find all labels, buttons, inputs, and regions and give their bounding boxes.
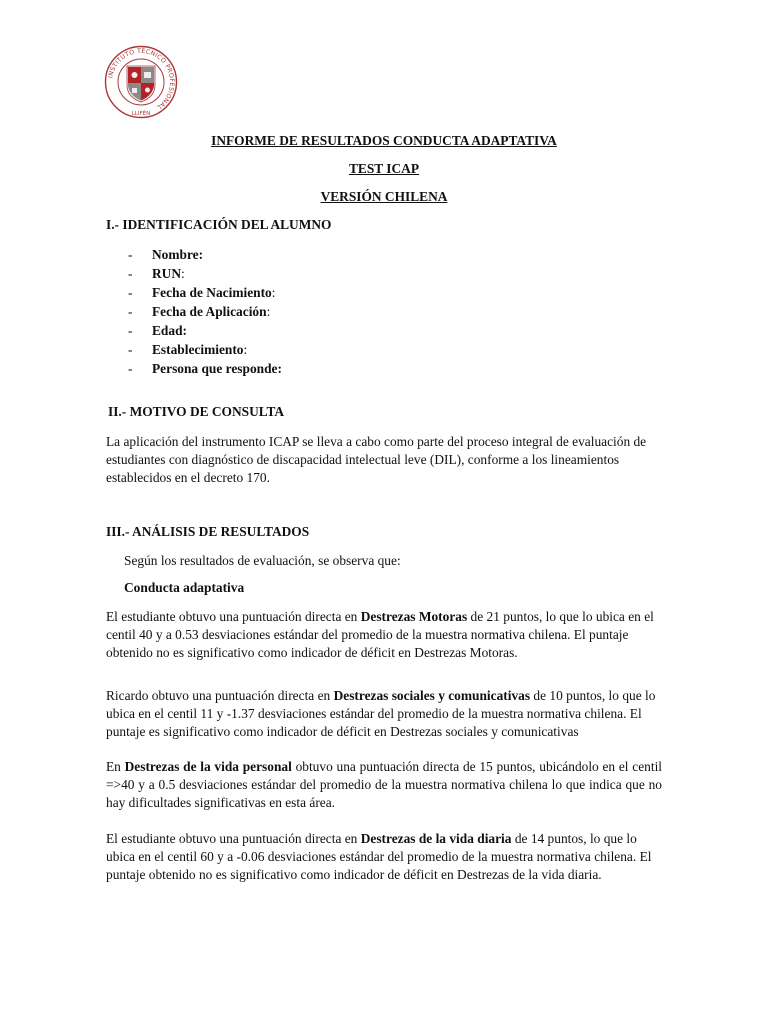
institution-seal-logo <box>104 45 178 119</box>
student-identification-list <box>128 245 282 378</box>
section-results-heading: III.- ANÁLISIS DE RESULTADOS <box>106 524 310 539</box>
list-item: - RUN: <box>128 266 185 281</box>
result-paragraph-social: Ricardo obtuvo una puntuación directa en Destrezas sociales y comunicativas de 10 puntos, lo que lo ubica en el centil 11 y -1.37 desviaciones estándar del promedio de la muestra normativa chilena. El puntaje es significativo como indicador de déficit en Destrezas sociales y comunicativas <box>106 688 656 740</box>
result-paragraph-daily: El estudiante obtuvo una puntuación directa en Destrezas de la vida diaria de 14 puntos, lo que lo ubica en el centil 60 y a -0.06 desviaciones estándar del promedio de la muestra normativa chilena. El puntaje obtenido no es significativo como indicador de déficit en Destrezas de la vida diaria. <box>106 831 652 883</box>
result-paragraph-personal: En Destrezas de la vida personal obtuvo una puntuación directa de 15 puntos, ubicándolo en el centil =>40 y a 0.5 desviaciones estándar del promedio de la muestra normativa chilena lo que indica que no hay dificultades significativas en esta área. <box>106 759 663 811</box>
list-item: - Fecha de Aplicación: <box>128 304 271 319</box>
result-paragraph-motor: El estudiante obtuvo una puntuación directa en Destrezas Motoras de 21 puntos, lo que lo ubica en el centil 40 y a 0.53 desviaciones estándar del promedio de la muestra normativa chilena. El puntaje obtenido no es significativo como indicador de déficit en Destrezas Motoras. <box>106 609 654 661</box>
section-consultation-heading: II.- MOTIVO DE CONSULTA <box>108 404 285 419</box>
adaptive-behavior-subheading: Conducta adaptativa <box>124 580 245 595</box>
list-item: - Persona que responde: <box>128 361 282 376</box>
seal-shield-icon <box>127 66 155 102</box>
list-item: - Fecha de Nacimiento: <box>128 285 276 300</box>
list-item: - Establecimiento: <box>128 342 248 357</box>
document-subtitle-version: VERSIÓN CHILENA <box>320 189 448 204</box>
section-identification-heading: I.- IDENTIFICACIÓN DEL ALUMNO <box>106 217 332 232</box>
list-item: - Nombre: <box>128 247 204 262</box>
consultation-paragraph: La aplicación del instrumento ICAP se lleva a cabo como parte del proceso integral de evaluación de estudiantes con diagnóstico de discapacidad intelectual leve (DIL), conforme a los lineamientos establecidos en el decreto 170. <box>106 434 647 486</box>
list-item: - Edad: <box>128 323 187 338</box>
document-subtitle-test: TEST ICAP <box>348 161 420 176</box>
seal-ring-text: INSTITUTO TÉCNICO PROFESIONAL <box>107 47 176 111</box>
seal-bottom-text: LLIFÉN <box>131 111 151 117</box>
results-intro: Según los resultados de evaluación, se observa que: <box>124 553 401 568</box>
document-title: INFORME DE RESULTADOS CONDUCTA ADAPTATIVA <box>211 133 557 148</box>
